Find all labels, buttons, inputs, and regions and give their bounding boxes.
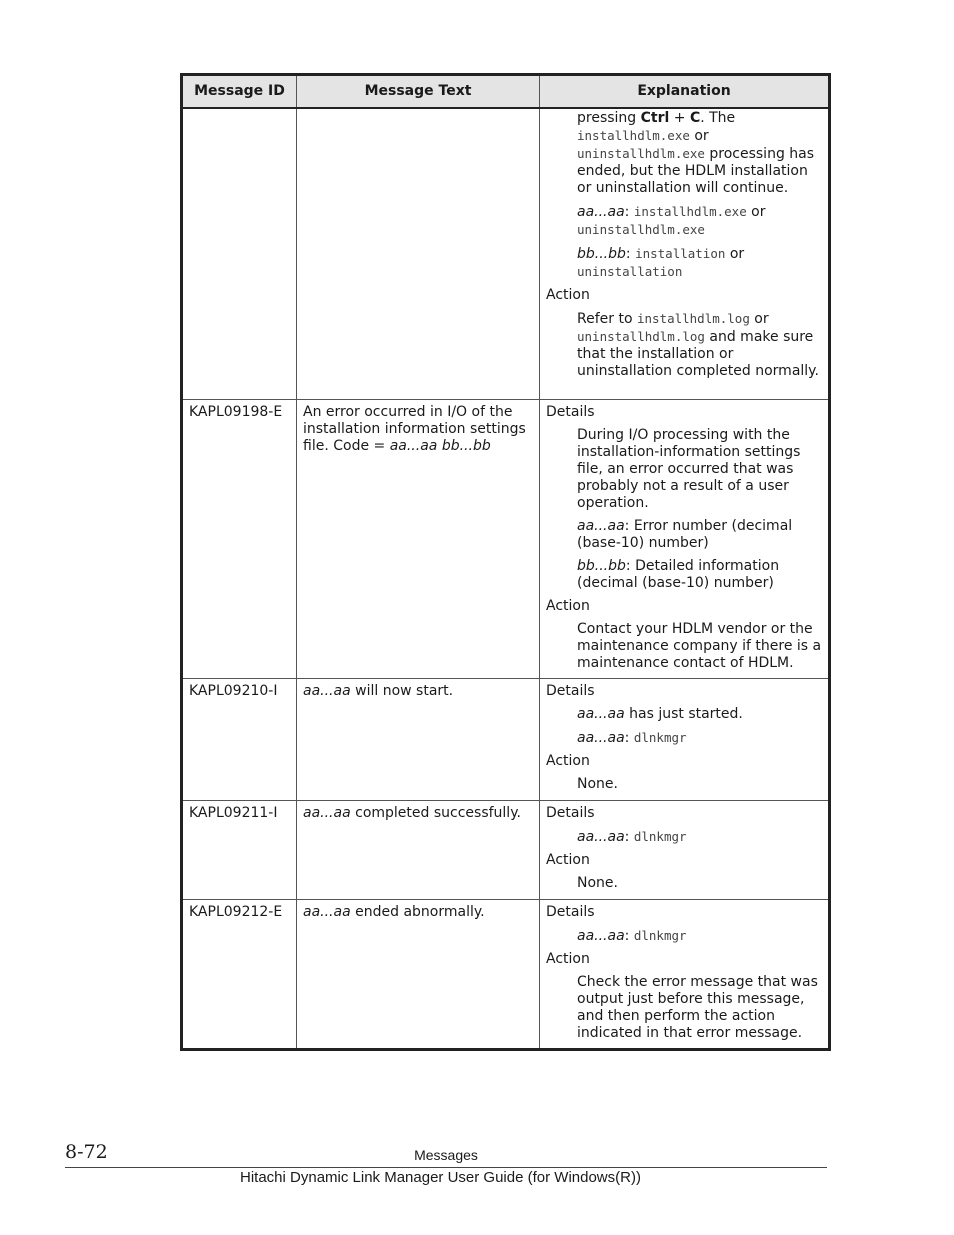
details-text: During I/O processing with the installation-information settings file, an error occurred that was probably not a result of a user operation.	[577, 426, 801, 511]
cell-id-empty	[182, 108, 297, 399]
table-row	[182, 800, 830, 899]
action-text: Refer to installhdlm.log or uninstallhdlm.log and make sure that the installation or uninstallation completed normally.	[577, 311, 819, 379]
aa-variable-desc: aa...aa: Error number (decimal (base-10) number)	[577, 517, 793, 551]
cell-message-text: An error occurred in I/O of the installation information settings file. Code = aa...aa bb...bb	[297, 399, 540, 678]
cell-explanation	[540, 108, 830, 399]
document-title: Hitachi Dynamic Link Manager User Guide (for Windows(R))	[240, 1169, 641, 1186]
cell-message-id: KAPL09210-I	[182, 678, 297, 800]
cell-explanation	[540, 800, 830, 899]
action-text: Contact your HDLM vendor or the maintenance company if there is a maintenance contact of HDLM.	[577, 620, 822, 671]
action-label: Action	[546, 597, 590, 614]
header-explanation: Explanation	[540, 75, 830, 109]
bb-variable-desc: bb...bb: Detailed information (decimal (base-10) number)	[577, 557, 780, 591]
cell-message-text: aa...aa ended abnormally.	[297, 899, 540, 1049]
continued-text: pressing Ctrl + C. The installhdlm.exe or uninstallhdlm.exe processing has ended, but the HDLM installation or uninstallation will continue.	[577, 110, 815, 196]
page-number: 8-72	[65, 1141, 108, 1163]
message-table	[180, 73, 831, 1051]
bb-variable-desc: bb...bb: installation or uninstallation	[577, 246, 745, 279]
details-label: Details	[546, 403, 595, 420]
table-row-continuation	[182, 108, 830, 399]
action-text: None.	[577, 874, 618, 891]
aa-variable-desc: aa...aa: installhdlm.exe or uninstallhdlm.exe	[577, 204, 766, 237]
cell-message-text: aa...aa completed successfully.	[297, 800, 540, 899]
table-row	[182, 678, 830, 800]
action-label: Action	[546, 287, 590, 303]
details-text: aa...aa has just started.	[577, 705, 743, 722]
aa-variable-desc: aa...aa: dlnkmgr	[577, 927, 687, 944]
cell-text-empty	[297, 108, 540, 399]
action-label: Action	[546, 950, 590, 967]
table-header-row	[182, 75, 830, 109]
footer-divider	[65, 1167, 827, 1168]
action-text: Check the error message that was output just before this message, and then perform the action indicated in that error message.	[577, 973, 818, 1041]
section-title: Messages	[414, 1147, 478, 1163]
table-row	[182, 899, 830, 1049]
table-row	[182, 399, 830, 678]
cell-message-id: KAPL09211-I	[182, 800, 297, 899]
action-label: Action	[546, 851, 590, 868]
action-label: Action	[546, 752, 590, 769]
cell-explanation	[540, 899, 830, 1049]
action-text: None.	[577, 775, 618, 792]
aa-variable-desc: aa...aa: dlnkmgr	[577, 729, 687, 746]
details-label: Details	[546, 804, 595, 821]
cell-message-text: aa...aa will now start.	[297, 678, 540, 800]
details-label: Details	[546, 682, 595, 699]
aa-variable-desc: aa...aa: dlnkmgr	[577, 828, 687, 845]
header-message-text: Message Text	[297, 75, 540, 109]
cell-explanation	[540, 399, 830, 678]
cell-explanation	[540, 678, 830, 800]
cell-message-id: KAPL09198-E	[182, 399, 297, 678]
cell-message-id: KAPL09212-E	[182, 899, 297, 1049]
details-label: Details	[546, 903, 595, 920]
header-message-id: Message ID	[182, 75, 297, 109]
